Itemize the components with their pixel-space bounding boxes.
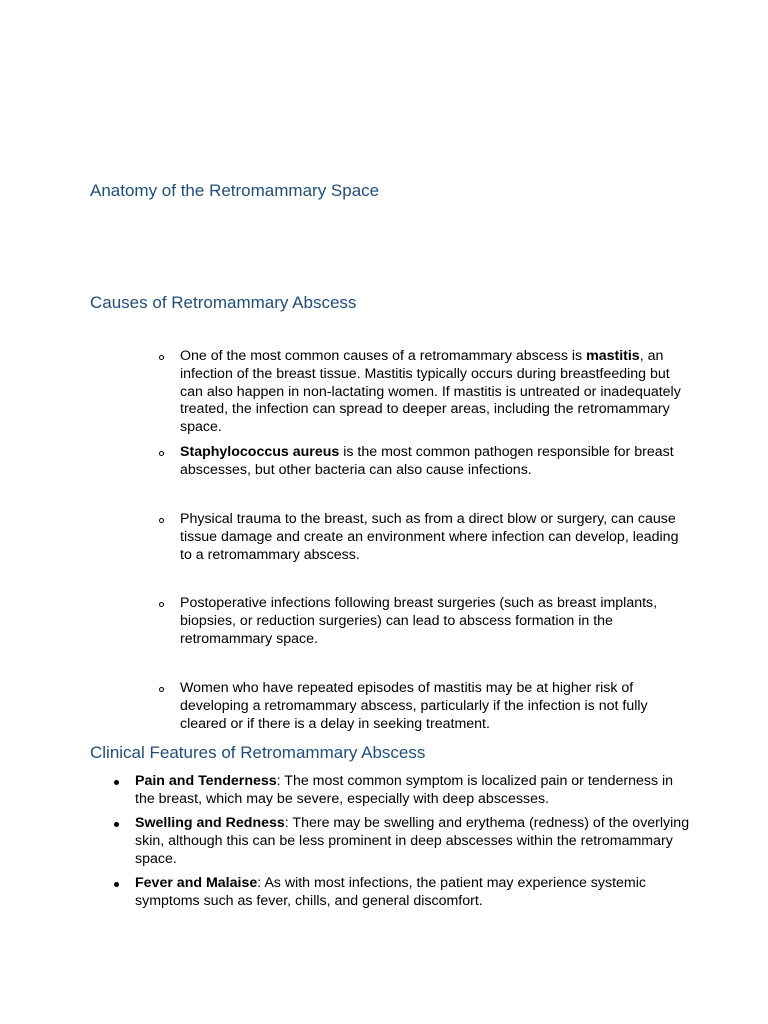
list-item xyxy=(135,875,690,911)
heading-causes: Causes of Retromammary Abscess xyxy=(90,293,357,312)
list-bullet-icon xyxy=(114,780,119,785)
list-item-text: Physical trauma to the breast, such as from a direct blow or surgery, can cause tissue damage and create an environment where infection can develop, leading to a retromammary abscess. xyxy=(180,511,679,563)
list-item-text: Postoperative infections following breast surgeries (such as breast implants, biopsies, or reduction surgeries) can lead to abscess formation in the retromammary space. xyxy=(180,595,658,647)
list-item-text: , an infection of the breast tissue. Mastitis typically occurs during breastfeeding but can also happen in non-lactating women. If mastitis is untreated or inadequately treated, the infection can spread to deeper areas, including the retromammary space. xyxy=(180,348,681,436)
list-bullet-icon xyxy=(159,355,164,360)
list-item-bold: Pain and Tenderness xyxy=(135,773,277,789)
list-item-bold: Swelling and Redness xyxy=(135,815,285,831)
list-item-text: Women who have repeated episodes of mastitis may be at higher risk of developing a retromammary abscess, particularly if the infection is not fully cleared or if there is a delay in seeking treatment. xyxy=(180,680,648,732)
list-item-text: : As with most infections, the patient may experience systemic symptoms such as fever, chills, and general discomfort. xyxy=(135,875,646,909)
list-item xyxy=(180,680,685,733)
list-item-text: One of the most common causes of a retromammary abscess is xyxy=(180,348,587,364)
list-item-text: : There may be swelling and erythema (redness) of the overlying skin, although this can be less prominent in deep abscesses within the retromammary space. xyxy=(135,815,690,867)
heading-anatomy: Anatomy of the Retromammary Space xyxy=(90,181,380,200)
list-bullet-icon xyxy=(114,822,119,827)
heading-clinical-features: Clinical Features of Retromammary Abscess xyxy=(90,743,426,762)
list-item xyxy=(135,773,690,809)
list-item xyxy=(180,444,685,480)
list-item xyxy=(180,348,685,437)
list-bullet-icon xyxy=(159,687,164,692)
list-item xyxy=(135,815,690,868)
list-item xyxy=(180,511,685,564)
list-bullet-icon xyxy=(114,882,119,887)
list-bullet-icon xyxy=(159,602,164,607)
list-bullet-icon xyxy=(159,451,164,456)
list-item-bold: Fever and Malaise xyxy=(135,875,258,891)
list-item xyxy=(180,595,685,648)
list-bullet-icon xyxy=(159,518,164,523)
list-item-bold: Staphylococcus aureus xyxy=(180,444,340,460)
list-item-text: is the most common pathogen responsible for breast abscesses, but other bacteria can also cause infections. xyxy=(180,444,674,478)
list-item-text: : The most common symptom is localized pain or tenderness in the breast, which may be severe, especially with deep abscesses. xyxy=(135,773,674,807)
list-item-bold: mastitis xyxy=(586,348,640,364)
